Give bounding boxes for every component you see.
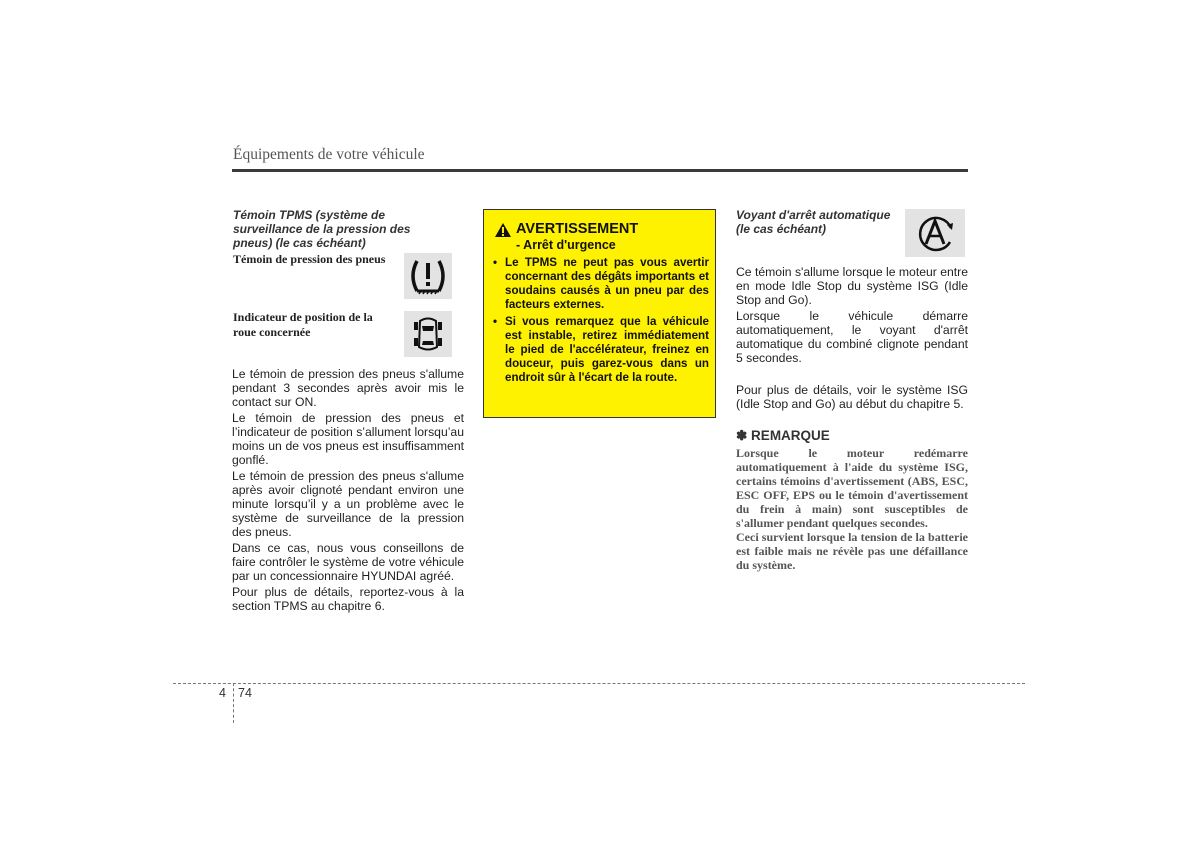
remarque-paragraph: Lorsque le moteur redémarre automatiquement à l'aide du système ISG, certains témoins d'avertissement (ABS, ESC, ESC OFF, EPS ou le témoin d'avertissement du frein à main) sont susceptibles de s'allumer pendant quelques secondes. <box>736 446 968 530</box>
warning-item: • Le TPMS ne peut pas vous avertir concernant des dégâts importants et soudains causés à un pneu par des facteurs externes. <box>493 256 709 311</box>
tpms-heading: Témoin TPMS (système de surveillance de la pression des pneus) (le cas échéant) <box>233 208 411 250</box>
auto-stop-a-icon <box>905 209 965 257</box>
warning-subtitle: - Arrêt d'urgence <box>516 238 616 252</box>
tpms-paragraph: Dans ce cas, nous vous conseillons de faire contrôler le système de votre véhicule par un concessionnaire HYUNDAI agréé. <box>232 541 464 583</box>
tpms-paragraph: Le témoin de pression des pneus s'allume pendant 3 secondes après avoir mis le contact sur ON. <box>232 367 464 409</box>
tire-position-label: Indicateur de position de la roue concernée <box>233 310 373 339</box>
remarque-body <box>736 446 968 572</box>
tpms-paragraph: Le témoin de pression des pneus et l’indicateur de position s’allument lorsqu’au moins un de vos pneus est insuffisamment gonflé. <box>232 411 464 467</box>
header-rule <box>232 169 968 172</box>
tpms-pressure-label: Témoin de pression des pneus <box>233 252 386 266</box>
tpms-paragraph: Le témoin de pression des pneus s'allume après avoir clignoté pendant environ une minute lorsqu’il y a un problème avec le système de surveillance de la pression des pneus. <box>232 469 464 539</box>
tpms-body <box>232 367 464 615</box>
tire-position-car-icon <box>404 311 452 357</box>
warning-item: • Si vous remarquez que la véhicule est instable, retirez immédiatement le pied de l'accélérateur, freinez en douceur, puis garez-vous dans un endroit sûr à l'écart de la route. <box>493 315 709 384</box>
auto-stop-paragraph: Lorsque le véhicule démarre automatiquement, le voyant d'arrêt automatique du combiné clignote pendant 5 secondes. <box>736 309 968 365</box>
auto-stop-more: Pour plus de détails, voir le système ISG (Idle Stop and Go) au début du chapitre 5. <box>736 383 968 411</box>
auto-stop-paragraph: Ce témoin s'allume lorsque le moteur entre en mode Idle Stop du système ISG (Idle Stop and Go). <box>736 265 968 307</box>
warning-list <box>493 256 709 388</box>
page-header-title: Équipements de votre véhicule <box>233 146 425 163</box>
page-number: 74 <box>238 686 252 700</box>
chapter-number: 4 <box>219 686 226 700</box>
auto-stop-body <box>736 265 968 367</box>
remarque-title: ✽ REMARQUE <box>736 428 830 443</box>
warning-box <box>483 209 716 418</box>
remarque-paragraph: Ceci survient lorsque la tension de la batterie est faible mais ne révèle pas une défaillance du système. <box>736 530 968 572</box>
footer-divider <box>233 683 234 723</box>
tire-pressure-warning-icon <box>404 253 452 299</box>
footer-rule <box>173 683 1025 684</box>
warning-triangle-icon <box>494 222 512 238</box>
auto-stop-heading: Voyant d'arrêt automatique (le cas échéant) <box>736 208 891 236</box>
tpms-paragraph: Pour plus de détails, reportez-vous à la section TPMS au chapitre 6. <box>232 585 464 613</box>
warning-title: AVERTISSEMENT <box>516 221 639 237</box>
